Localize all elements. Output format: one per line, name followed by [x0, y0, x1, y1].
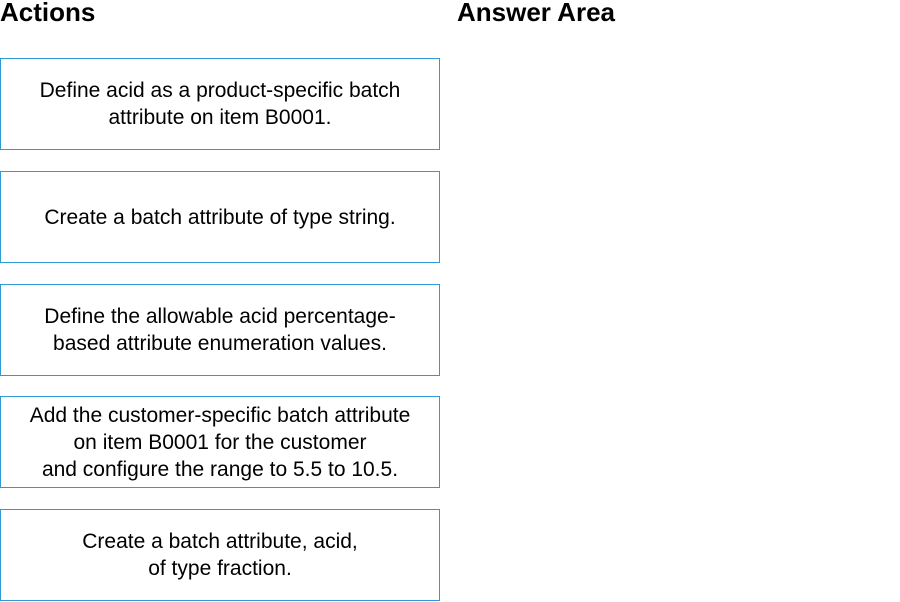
action-item-add-customer-specific-attribute[interactable]	[0, 396, 440, 488]
action-item-create-attribute-string[interactable]	[0, 171, 440, 263]
actions-heading: Actions	[0, 0, 96, 27]
action-item-create-attribute-fraction[interactable]	[0, 509, 440, 601]
action-item-label: Define the allowable acid percentage- based attribute enumeration values.	[44, 305, 396, 355]
action-item-label: Create a batch attribute of type string.	[44, 205, 396, 229]
answer-area-dropzone[interactable]	[457, 40, 887, 595]
action-item-define-enumeration-values[interactable]	[0, 284, 440, 376]
action-item-label: Create a batch attribute, acid, of type fraction.	[82, 530, 358, 580]
answer-area-heading: Answer Area	[457, 0, 615, 27]
action-item-label: Add the customer-specific batch attribute on item B0001 for the customer and configure the range to 5.5 to 10.5.	[29, 403, 411, 481]
action-item-label: Define acid as a product-specific batch attribute on item B0001.	[39, 79, 401, 129]
action-item-define-acid-product-specific[interactable]	[0, 58, 440, 150]
